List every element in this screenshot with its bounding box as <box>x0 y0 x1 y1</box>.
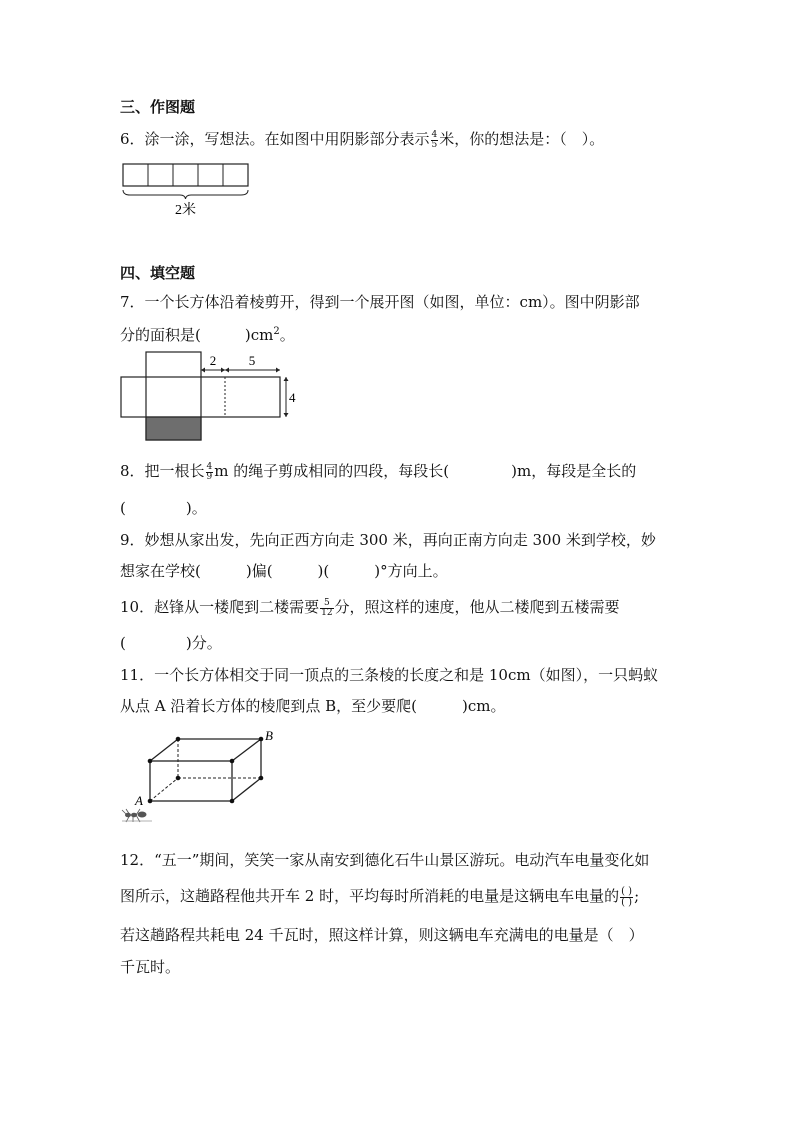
q11-cuboid-diagram <box>118 724 288 830</box>
q8-text-pre: 8．把一根长 <box>120 462 205 480</box>
q11-label-a: A <box>135 793 143 808</box>
q8-text-mid: m 的绳子剪成相同的四段，每段长( <box>214 462 450 480</box>
q7-text-pre: 分的面积是( <box>120 326 201 344</box>
q6-brace-label: 2米 <box>175 203 196 218</box>
question-8-line1 <box>120 461 636 482</box>
q6-bar-diagram <box>118 160 258 222</box>
q12-text-line2: 图所示，这趟路程他共开车 2 时，平均每时所消耗的电量是这辆电车电量的 <box>120 887 620 905</box>
q6-frac-num: 4 <box>431 129 438 140</box>
q7-text-post: )cm <box>244 326 274 344</box>
question-6 <box>120 129 604 150</box>
q10-fraction <box>320 599 333 618</box>
q8-frac-den: 9 <box>206 471 213 482</box>
q11-vertex <box>148 799 153 804</box>
q11-hidden-edge <box>150 778 178 801</box>
q11-edge <box>150 739 178 761</box>
q12-frac-num: ( ) <box>621 885 633 897</box>
question-12-line2 <box>120 886 639 908</box>
q7-dim-label-c: 4 <box>289 390 296 405</box>
question-10-line1 <box>120 597 620 618</box>
q7-dim-label-b: 5 <box>248 353 256 368</box>
question-12-line1: 12．“五一”期间，笑笑一家从南安到德化石牛山景区游玩。电动汽车电量变化如 <box>120 851 650 869</box>
q6-text-post: 米，你的想法是：（ ）。 <box>439 130 605 148</box>
q7-text-end: 。 <box>279 326 295 344</box>
q10-text-pre: 10．赵锋从一楼爬到二楼需要 <box>120 598 320 616</box>
q11-vertex <box>176 776 181 781</box>
q11-vertex <box>259 737 264 742</box>
q8-text-mid2: )m，每段是全长的 <box>511 462 637 480</box>
q7-shaded-face <box>146 417 201 440</box>
q8-fraction <box>206 463 214 482</box>
q10-frac-den: 12 <box>321 607 333 618</box>
question-7-line1: 7．一个长方体沿着棱剪开，得到一个展开图（如图，单位：cm）。图中阴影部 <box>120 293 640 311</box>
ant-icon <box>122 809 152 822</box>
question-12-line3: 若这趟路程共耗电 24 千瓦时，照这样计算，则这辆电车充满电的电量是（ ） <box>120 926 644 944</box>
question-9-line2: 想家在学校( )偏( )( )°方向上。 <box>120 562 448 580</box>
question-9-line1: 9．妙想从家出发，先向正西方向走 300 米，再向正南方向走 300 米到学校，妙 <box>120 531 656 549</box>
q12-frac-den: ( ) <box>621 896 633 908</box>
question-11-line1: 11．一个长方体相交于同一顶点的三条棱的长度之和是 10cm（如图），一只蚂蚁 <box>120 666 659 684</box>
q6-frac-den: 5 <box>431 139 438 150</box>
question-7-line2 <box>120 322 295 345</box>
question-10-line2: ( )分。 <box>120 634 222 652</box>
q11-edge <box>232 739 261 761</box>
q7-net-diagram <box>118 345 308 445</box>
section-heading-4: 四、填空题 <box>120 264 196 282</box>
q7-unit-sup: 2 <box>273 326 280 337</box>
q7-dim-label-a: 2 <box>209 353 217 368</box>
q10-text-post: 分，照这样的速度，他从二楼爬到五楼需要 <box>334 598 620 616</box>
q11-front-face <box>150 761 232 801</box>
section-heading-3: 三、作图题 <box>120 98 196 116</box>
question-11-line2: 从点 A 沿着长方体的棱爬到点 B，至少要爬( )cm。 <box>120 697 506 715</box>
q10-frac-num: 5 <box>320 599 333 609</box>
q6-bar-outline <box>123 164 248 186</box>
q11-label-b: B <box>265 728 273 743</box>
q11-vertex <box>148 759 153 764</box>
q6-brace <box>123 190 248 199</box>
q8-frac-num: 4 <box>206 461 213 472</box>
question-12-line4: 千瓦时。 <box>120 958 181 976</box>
q12-text-line2-end: ; <box>634 887 640 905</box>
q11-vertex <box>176 737 181 742</box>
q12-fraction <box>620 887 633 908</box>
q11-vertex <box>259 776 264 781</box>
q11-vertex <box>230 759 235 764</box>
question-8-line2: ( )。 <box>120 499 207 517</box>
q11-edge <box>232 778 261 801</box>
q6-text-pre: 6．涂一涂，写想法。在如图中用阴影部分表示 <box>120 130 430 148</box>
q6-fraction <box>431 131 439 150</box>
q11-vertex <box>230 799 235 804</box>
